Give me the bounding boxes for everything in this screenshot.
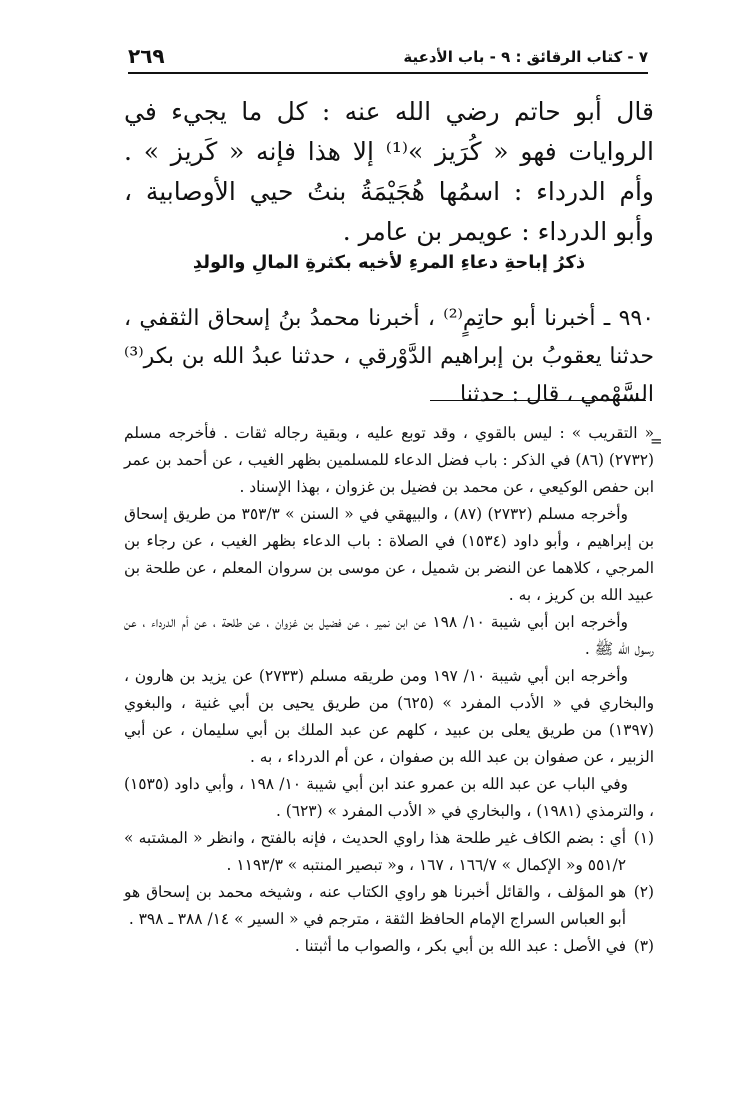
footnote-paragraph: وأخرجه ابن أبي شيبة ١٠/ ١٩٧ ومن طريقه مسلم (٢٧٣٣) عن يزيد بن هارون ، والبخاري في « الأدب المفرد » (٦٢٥) من طريق يحيى بن أبي غنية ، والبغوي (١٣٩٧) من طريق يعلى بن عبيد ، كلهم عن عبد الملك بن أبي سليمان ، عن أبي الزبير ، عن صفوان بن عبد الله بن صفوان ، عن أم الدرداء ، به . — [124, 667, 654, 766]
footnote-text: أي : بضم الكاف غير طلحة هذا راوي الحديث ، فإنه بالفتح ، وانظر « المشتبه » ٥٥١/٢ و« الإكمال » ١٦٦/٧ ، ١٦٧ ، و« تبصير المنتبه » ١١٩٣/٣ . — [124, 829, 626, 874]
footnote-paragraph: وفي الباب عن عبد الله بن عمرو عند ابن أبي شيبة ١٠/ ١٩٨ ، وأبي داود (١٥٣٥) ، والترمذي (١٩٨١) ، والبخاري في « الأدب المفرد » (٦٢٣) . — [124, 775, 654, 820]
footnotes — [124, 420, 654, 960]
footnote-1 — [124, 825, 654, 879]
footnote-text: هو المؤلف ، والقائل أخبرنا هو راوي الكتاب عنه ، وشيخه محمد بن إسحاق هو أبو العباس السراج الإمام الحافظ الثقة ، مترجم في « السير » ١٤/ ٣٨٨ ـ ٣٩٨ . — [124, 883, 626, 928]
footnote-number: (٢) — [633, 883, 654, 901]
continuation-marker: = — [650, 432, 663, 450]
running-header — [128, 40, 648, 74]
footnote-3 — [124, 933, 654, 960]
footnote-number: (١) — [633, 829, 654, 847]
footnote-text: في الأصل : عبد الله بن أبي بكر ، والصواب ما أثبتنا . — [294, 937, 626, 955]
footnote-number: (٣) — [633, 937, 654, 955]
chapter-title: ٧ - كتاب الرقائق : ٩ - باب الأدعية — [403, 48, 648, 66]
footnote-paragraph: وأخرجه مسلم (٢٧٣٢) (٨٧) ، والبيهقي في « السنن » ٣٥٣/٣ من طريق إسحاق بن إبراهيم ، وأبو داود (١٥٣٤) في الصلاة : باب الدعاء بظهر الغيب ، عن رجاء بن المرجي ، كلاهما عن النضر بن شميل ، عن موسى بن سروان المعلم ، عن طلحة بن عبيد الله بن كريز ، به . — [124, 505, 654, 604]
footnote-separator — [430, 400, 646, 401]
main-paragraph-1: قال أبو حاتم رضي الله عنه : كل ما يجيء في الروايات فهو « كُرَيز »⁽¹⁾ إلا هذا فإنه « كَريز » . وأم الدرداء : اسمُها هُجَيْمَةُ بنتُ حيي الأوصابية ، وأبو الدرداء : عويمر بن عامر . — [124, 97, 654, 246]
footnote-2 — [124, 879, 654, 933]
footnote-continuation: « التقريب » : ليس بالقوي ، وقد توبع عليه ، وبقية رجاله ثقات . فأخرجه مسلم (٢٧٣٢) (٨٦) في الذكر : باب فضل الدعاء للمسلمين بظهر الغيب ، عن أحمد بن عمر ابن حفص الوكيعي ، عن محمد بن فضيل بن غزوان ، بهذا الإسناد . — [124, 424, 654, 496]
section-heading: ذكرُ إباحةِ دعاءِ المرءِ لأخيه بكثرةِ المالِ والولدِ — [192, 252, 586, 273]
footnote-paragraph: وأخرجه ابن أبي شيبة ١٠/ ١٩٨ عن ابن نمير ، عن فضيل بن غزوان ، عن طلحة ، عن أم الدرداء ، عن رسول الله ﷺ . — [124, 613, 654, 658]
page-number: ٢٦٩ — [128, 44, 165, 68]
main-paragraph-2: ٩٩٠ ـ أخبرنا أبو حاتِمٍ⁽²⁾ ، أخبرنا محمدُ بنُ إسحاق الثقفي ، حدثنا يعقوبُ بن إبراهيم الدَّوْرقي ، حدثنا عبدُ الله بن بكر⁽³⁾ السَّهْمي ، قال : حدثنا — [124, 306, 655, 407]
